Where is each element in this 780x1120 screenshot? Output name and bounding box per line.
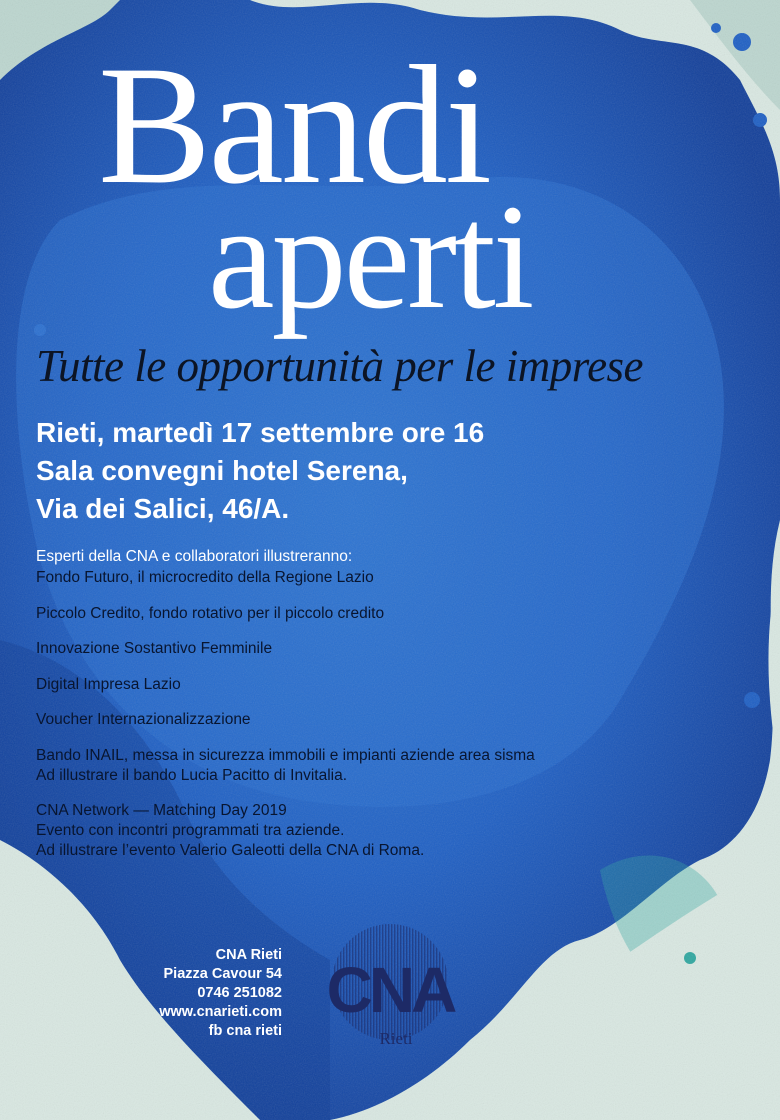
- contact-facebook: fb cna rieti: [208, 1023, 282, 1039]
- title-line-2: aperti: [208, 174, 532, 340]
- program-item-line: Innovazione Sostantivo Femminile: [36, 640, 273, 657]
- event-date-line: Rieti, martedì 17 settembre ore 16: [36, 417, 485, 448]
- program-item-line: Ad illustrare l’evento Valerio Galeotti della CNA di Roma.: [36, 842, 425, 859]
- program-item-line: Voucher Internazionalizzazione: [36, 711, 251, 728]
- program-item: [36, 639, 535, 659]
- program-item: [36, 801, 535, 861]
- program-intro: Esperti della CNA e collaboratori illustreranno:: [36, 548, 353, 565]
- cna-logo: [310, 912, 470, 1062]
- cna-logo-mark: [310, 912, 470, 1062]
- program-item-line: CNA Network — Matching Day 2019: [36, 802, 287, 819]
- contact-block: [120, 946, 282, 1041]
- event-venue-line: Sala convegni hotel Serena,: [36, 455, 408, 486]
- program-item: [36, 710, 535, 730]
- cna-logo-subtext: Rieti: [379, 1029, 413, 1048]
- contact-website: www.cnarieti.com: [159, 1004, 282, 1020]
- event-info: [36, 414, 484, 528]
- contact-org: CNA Rieti: [215, 947, 282, 963]
- program-item-line: Ad illustrare il bando Lucia Pacitto di Invitalia.: [36, 766, 348, 784]
- program-item: [36, 746, 535, 786]
- title-line-1: Bandi: [98, 31, 490, 219]
- program-item-line: Fondo Futuro, il microcredito della Regione Lazio: [36, 569, 374, 586]
- program-item-line: Bando INAIL, messa in sicurezza immobili e impianti aziende area sisma: [36, 746, 535, 764]
- program-list: [36, 568, 535, 875]
- contact-phone: 0746 251082: [197, 985, 282, 1001]
- program-item-line: Digital Impresa Lazio: [36, 675, 181, 693]
- contact-address: Piazza Cavour 54: [163, 966, 282, 982]
- subtitle: Tutte le opportunità per le imprese: [36, 341, 644, 391]
- event-address-line: Via dei Salici, 46/A.: [36, 493, 290, 524]
- program-item: [36, 604, 535, 624]
- cna-logo-text: CNA: [326, 954, 454, 1026]
- program-item-line: Evento con incontri programmati tra aziende.: [36, 822, 345, 839]
- program-item-line: Piccolo Credito, fondo rotativo per il piccolo credito: [36, 604, 385, 622]
- program-item: [36, 568, 535, 588]
- program-item: [36, 675, 535, 695]
